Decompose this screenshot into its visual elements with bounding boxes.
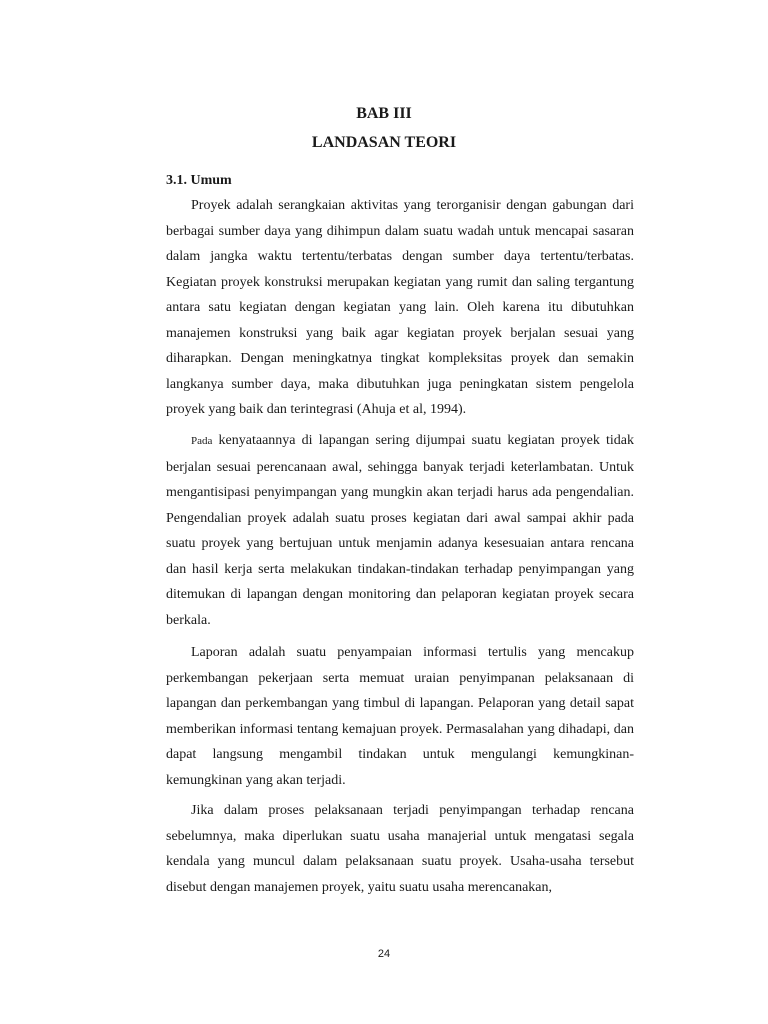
paragraph-text: kenyataannya di lapangan sering dijumpai suatu kegiatan proyek tidak berjalan sesuai perencanaan awal, sehingga banyak terjadi keterlambatan. Untuk mengantisipasi penyimpangan yang mungkin akan terjadi harus ada pengendalian. Pengendalian proyek adalah suatu proses kegiatan dari awal sampai akhir pada suatu proyek yang bertujuan untuk menjamin adanya kesesuaian antara rencana dan hasil kerja serta melakukan tindakan-tindakan terhadap penyimpangan yang ditemukan di lapangan dengan monitoring dan pelaporan kegiatan proyek secara berkala. (166, 433, 634, 628)
paragraph-project-management: Jika dalam proses pelaksanaan terjadi penyimpangan terhadap rencana sebelumnya, maka diperlukan suatu usaha manajerial untuk mengatasi segala kendala yang muncul dalam pelaksanaan suatu proyek. Usaha-usaha tersebut disebut dengan manajemen proyek, yaitu suatu usaha merencanakan, (166, 803, 634, 895)
paragraph-project-control (166, 428, 634, 633)
chapter-number: BAB III (356, 105, 412, 122)
chapter-title: LANDASAN TEORI (311, 134, 457, 151)
paragraph-reporting: Laporan adalah suatu penyampaian informasi tertulis yang mencakup perkembangan pekerjaan serta memuat uraian penyimpanan pelaksanaan di lapangan dan perkembangan yang timbul di lapangan. Pelaporan yang detail sapat memberikan informasi tentang kemajuan proyek. Permasalahan yang dihadapi, dan dapat langsung mengambil tindakan untuk mengulangi kemungkinan-kemungkinan yang akan terjadi. (166, 645, 634, 788)
paragraph-first-word: Pada (191, 435, 213, 447)
section-heading: 3.1. Umum (166, 173, 232, 188)
page-number: 24 (377, 948, 391, 960)
paragraph-project-definition: Proyek adalah serangkaian aktivitas yang terorganisir dengan gabungan dari berbagai sumber daya yang dihimpun dalam suatu wadah untuk mencapai sasaran dalam jangka waktu tertentu/terbatas dengan sumber daya tertentu/terbatas. Kegiatan proyek konstruksi merupakan kegiatan yang rumit dan saling tergantung antara satu kegiatan dengan kegiatan yang lain. Oleh karena itu dibutuhkan manajemen konstruksi yang baik agar kegiatan proyek berjalan sesuai yang diharapkan. Dengan meningkatnya tingkat kompleksitas proyek dan semakin langkanya sumber daya, maka dibutuhkan juga peningkatan sistem pengelola proyek yang baik dan terintegrasi (Ahuja et al, 1994). (166, 198, 634, 417)
